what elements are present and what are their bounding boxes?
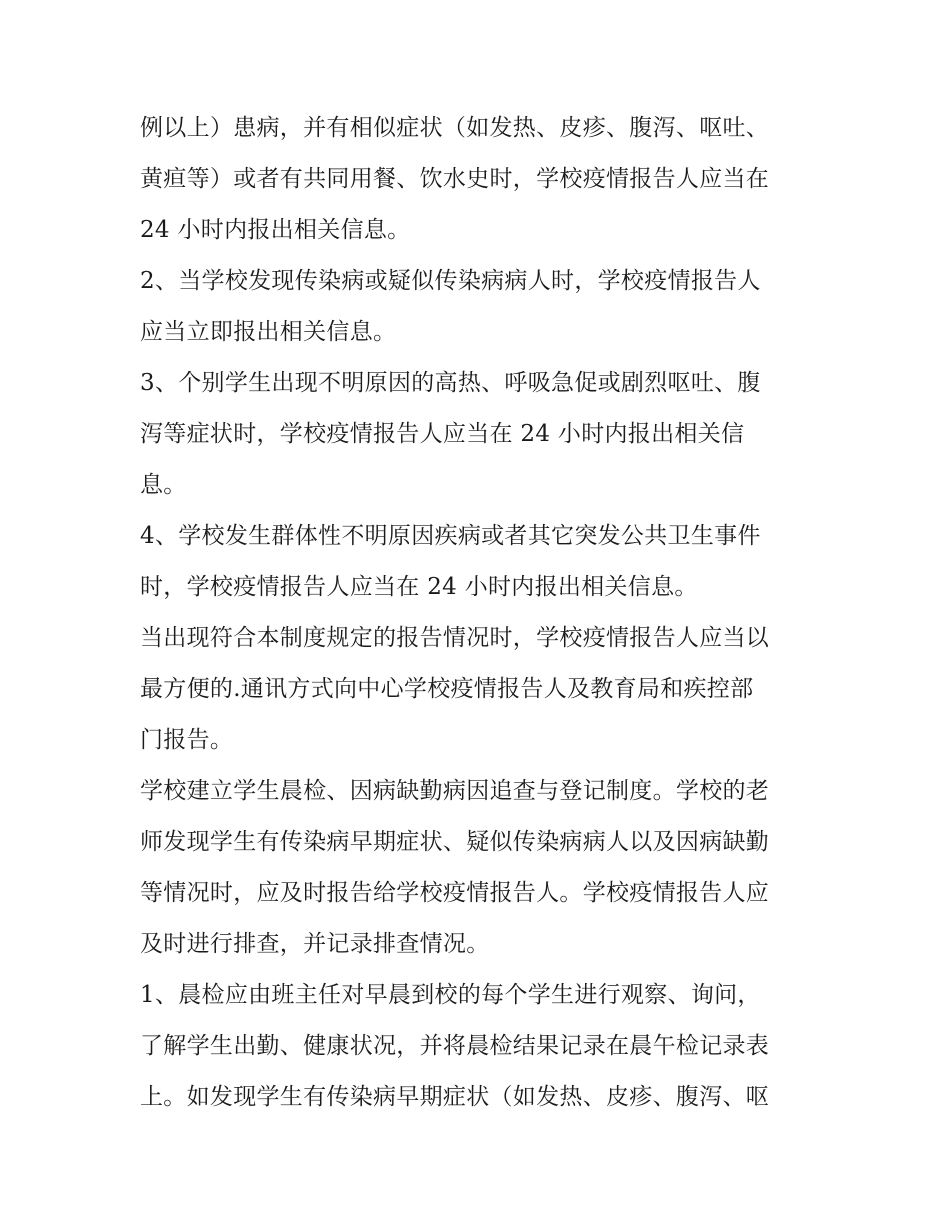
text-line: 最方便的.通讯方式向中心学校疫情报告人及教育局和疾控部 <box>140 676 754 702</box>
text-line: 息。 <box>140 472 187 498</box>
text-line: 黄疸等）或者有共同用餐、饮水史时，学校疫情报告人应当在 <box>140 166 770 192</box>
text-line: 例以上）患病，并有相似症状（如发热、皮疹、腹泻、呕吐、 <box>140 115 770 141</box>
text-line: 2、当学校发现传染病或疑似传染病病人时，学校疫情报告人 <box>140 268 761 294</box>
text-line: 上。如发现学生有传染病早期症状（如发热、皮疹、腹泻、呕 <box>140 1084 770 1110</box>
text-line: 泻等症状时，学校疫情报告人应当在 24 小时内报出相关信 <box>140 421 745 447</box>
text-line: 学校建立学生晨检、因病缺勤病因追查与登记制度。学校的老 <box>140 778 770 804</box>
text-line: 师发现学生有传染病早期症状、疑似传染病病人以及因病缺勤 <box>140 829 770 855</box>
text-line: 24 小时内报出相关信息。 <box>140 217 411 243</box>
text-line: 了解学生出勤、健康状况，并将晨检结果记录在晨午检记录表 <box>140 1033 770 1059</box>
text-line: 等情况时，应及时报告给学校疫情报告人。学校疫情报告人应 <box>140 880 770 906</box>
text-line: 3、个别学生出现不明原因的高热、呼吸急促或剧烈呕吐、腹 <box>140 370 761 396</box>
text-line: 门报告。 <box>140 727 234 753</box>
text-line: 当出现符合本制度规定的报告情况时，学校疫情报告人应当以 <box>140 625 770 651</box>
text-line: 4、学校发生群体性不明原因疾病或者其它突发公共卫生事件 <box>140 523 761 549</box>
text-line: 时，学校疫情报告人应当在 24 小时内报出相关信息。 <box>140 574 698 600</box>
text-line: 及时进行排查，并记录排查情况。 <box>140 931 490 957</box>
text-line: 1、晨检应由班主任对早晨到校的每个学生进行观察、询问， <box>140 982 761 1008</box>
text-line: 应当立即报出相关信息。 <box>140 319 397 345</box>
document-body <box>140 103 820 1123</box>
